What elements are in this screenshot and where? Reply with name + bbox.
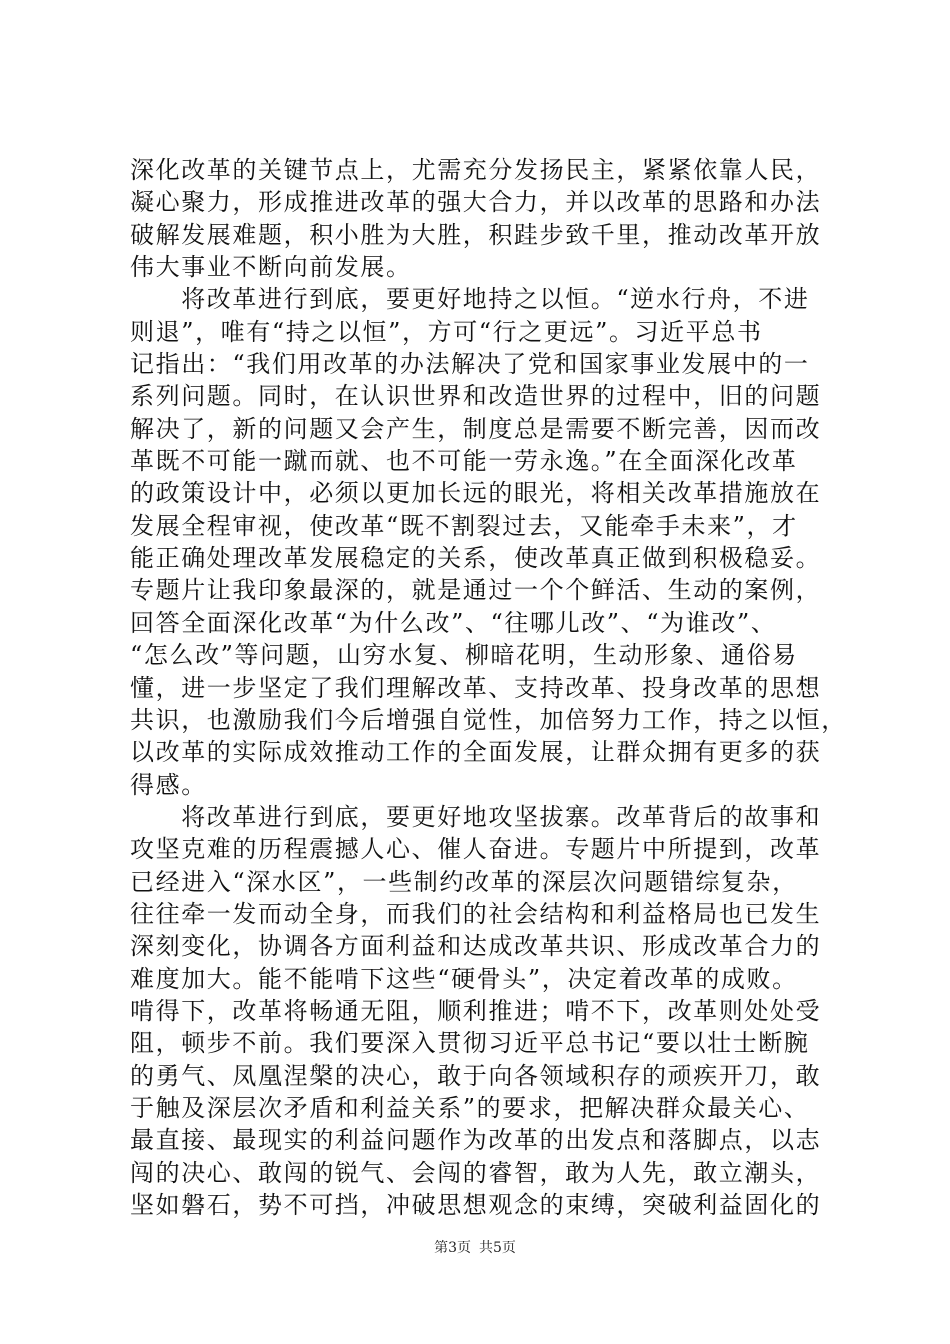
text-line: 深化改革的关键节点上，尤需充分发扬民主，紧紧依靠人民， bbox=[130, 156, 822, 184]
text-line: 记指出：“我们用改革的办法解决了党和国家事业发展中的一 bbox=[130, 350, 810, 379]
text-line: 回答全面深化改革“为什么改”、“往哪儿改”、“为谁改”、 bbox=[130, 608, 777, 637]
text-line: 懂，进一步坚定了我们理解改革、支持改革、投身改革的思想 bbox=[130, 673, 822, 702]
text-line: 啃得下，改革将畅通无阻，顺利推进；啃不下，改革则处处受 bbox=[130, 996, 822, 1025]
text-line: 能正确处理改革发展稳定的关系，使改革真正做到积极稳妥。 bbox=[130, 544, 822, 573]
text-line: 阻，顿步不前。我们要深入贯彻习近平总书记“要以壮士断腕 bbox=[130, 1029, 810, 1058]
page-footer bbox=[0, 1238, 950, 1258]
text-line: 于触及深层次矛盾和利益关系”的要求，把解决群众最关心、 bbox=[130, 1093, 810, 1122]
text-line: 将改革进行到底，要更好地持之以恒。“逆水行舟，不进 bbox=[130, 285, 810, 314]
text-line: 伟大事业不断向前发展。 bbox=[130, 253, 412, 282]
text-line: 共识，也激励我们今后增强自觉性，加倍努力工作，持之以恒， bbox=[130, 705, 847, 734]
text-line: 破解发展难题，积小胜为大胜，积跬步致千里，推动改革开放 bbox=[130, 220, 822, 249]
text-line: 得感。 bbox=[130, 770, 207, 799]
text-line: 已经进入“深水区”，一些制约改革的深层次问题错综复杂， bbox=[130, 867, 798, 896]
text-line: 闯的决心、敢闯的锐气、会闯的睿智，敢为人先，敢立潮头， bbox=[130, 1158, 822, 1187]
text-line: 革既不可能一蹴而就、也不可能一劳永逸。”在全面深化改革 bbox=[130, 447, 798, 476]
text-line: 往往牵一发而动全身，而我们的社会结构和利益格局也已发生 bbox=[130, 899, 822, 928]
text-line: “怎么改”等问题，山穷水复、柳暗花明，生动形象、通俗易 bbox=[130, 641, 798, 670]
page-total: 共5页 bbox=[479, 1240, 516, 1256]
text-line: 专题片让我印象最深的，就是通过一个个鲜活、生动的案例， bbox=[130, 576, 822, 605]
text-line: 难度加大。能不能啃下这些“硬骨头”，决定着改革的成败。 bbox=[130, 964, 798, 993]
text-line: 的政策设计中，必须以更加长远的眼光，将相关改革措施放在 bbox=[130, 479, 822, 508]
text-line: 发展全程审视，使改革“既不割裂过去，又能牵手未来”，才 bbox=[130, 511, 798, 540]
text-line: 的勇气、凤凰涅槃的决心，敢于向各领域积存的顽疾开刀，敢 bbox=[130, 1061, 822, 1090]
text-line: 系列问题。同时，在认识世界和改造世界的过程中，旧的问题 bbox=[130, 382, 822, 411]
text-line: 深刻变化，协调各方面利益和达成改革共识、形成改革合力的 bbox=[130, 932, 822, 961]
text-line: 攻坚克难的历程震撼人心、催人奋进。专题片中所提到，改革 bbox=[130, 835, 822, 864]
body-text bbox=[130, 154, 847, 1221]
text-line: 解决了，新的问题又会产生，制度总是需要不断完善，因而改 bbox=[130, 414, 822, 443]
text-line: 则退”，唯有“持之以恒”，方可“行之更远”。习近平总书 bbox=[130, 317, 763, 346]
text-line: 最直接、最现实的利益问题作为改革的出发点和落脚点，以志 bbox=[130, 1126, 822, 1155]
text-line: 将改革进行到底，要更好地攻坚拔寨。改革背后的故事和 bbox=[130, 802, 822, 831]
page-number: 第3页 bbox=[434, 1240, 471, 1256]
text-line: 坚如磐石，势不可挡，冲破思想观念的束缚，突破利益固化的 bbox=[130, 1191, 822, 1219]
text-line: 以改革的实际成效推动工作的全面发展，让群众拥有更多的获 bbox=[130, 738, 822, 767]
text-line: 凝心聚力，形成推进改革的强大合力，并以改革的思路和办法 bbox=[130, 188, 822, 217]
